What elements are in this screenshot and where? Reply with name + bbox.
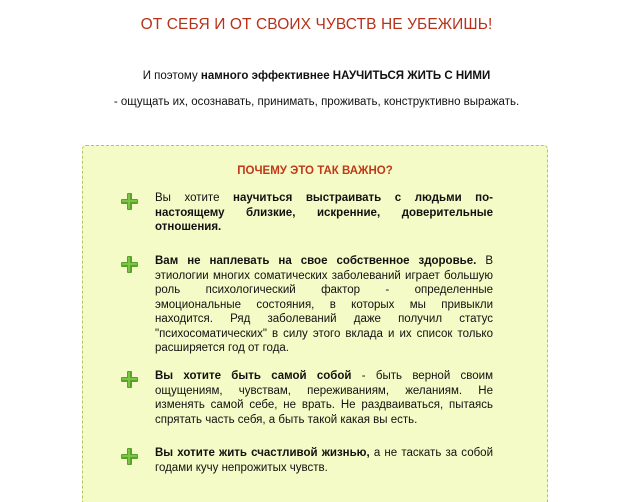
green-plus-icon (121, 256, 138, 273)
benefit-text-plain-after: В этиологии многих соматических заболеваний играет большую роль психологический фактор - определенные эмоциональные состояния, в которых мы привыкли находится. Ряд заболеваний даже получил статус "психосоматических" в силу этого вклада и их список только расширяется год от года. (155, 255, 493, 354)
benefit-text-bold: Вы хотите быть самой собой (155, 370, 352, 382)
intro-line-1 (0, 70, 633, 82)
intro-line-2: - ощущать их, осознавать, принимать, проживать, конструктивно выражать. (113, 96, 520, 108)
benefit-text-plain-after: а не таскать за собой годами кучу непрожитых чувств. (155, 447, 493, 474)
green-plus-icon (121, 193, 138, 210)
intro-line-1-bold: намного эффективнее НАУЧИТЬСЯ ЖИТЬ С НИМИ (200, 70, 491, 82)
benefit-text-bold: Вы хотите жить счастливой жизнью, (155, 447, 370, 459)
green-plus-icon (121, 371, 138, 388)
why-important-panel (82, 145, 548, 502)
benefit-text-plain: Вы хотите (155, 192, 233, 204)
benefit-text (155, 369, 493, 427)
benefit-text (155, 191, 493, 235)
intro-line-1-plain: И поэтому (142, 70, 201, 82)
panel-title: ПОЧЕМУ ЭТО ТАК ВАЖНО? (237, 165, 393, 177)
benefit-text-plain-after: - быть верной своим ощущениям, чувствам, переживаниям, желаниям. Не изменять самой себе, не врать. Не раздваиваться, пытаясь спрятать часть себя, а быть такой какая вы есть. (155, 370, 494, 426)
benefit-text-bold: научиться выстраивать с людьми по-настоящему близкие, искренние, доверительные отношения. (155, 192, 493, 233)
benefit-text (155, 254, 493, 356)
benefit-text (155, 446, 493, 475)
page-headline: ОТ СЕБЯ И ОТ СВОИХ ЧУВСТВ НЕ УБЕЖИШЬ! (140, 16, 493, 33)
benefit-text-bold: Вам не наплевать на свое собственное здоровье. (155, 255, 477, 267)
green-plus-icon (121, 448, 138, 465)
